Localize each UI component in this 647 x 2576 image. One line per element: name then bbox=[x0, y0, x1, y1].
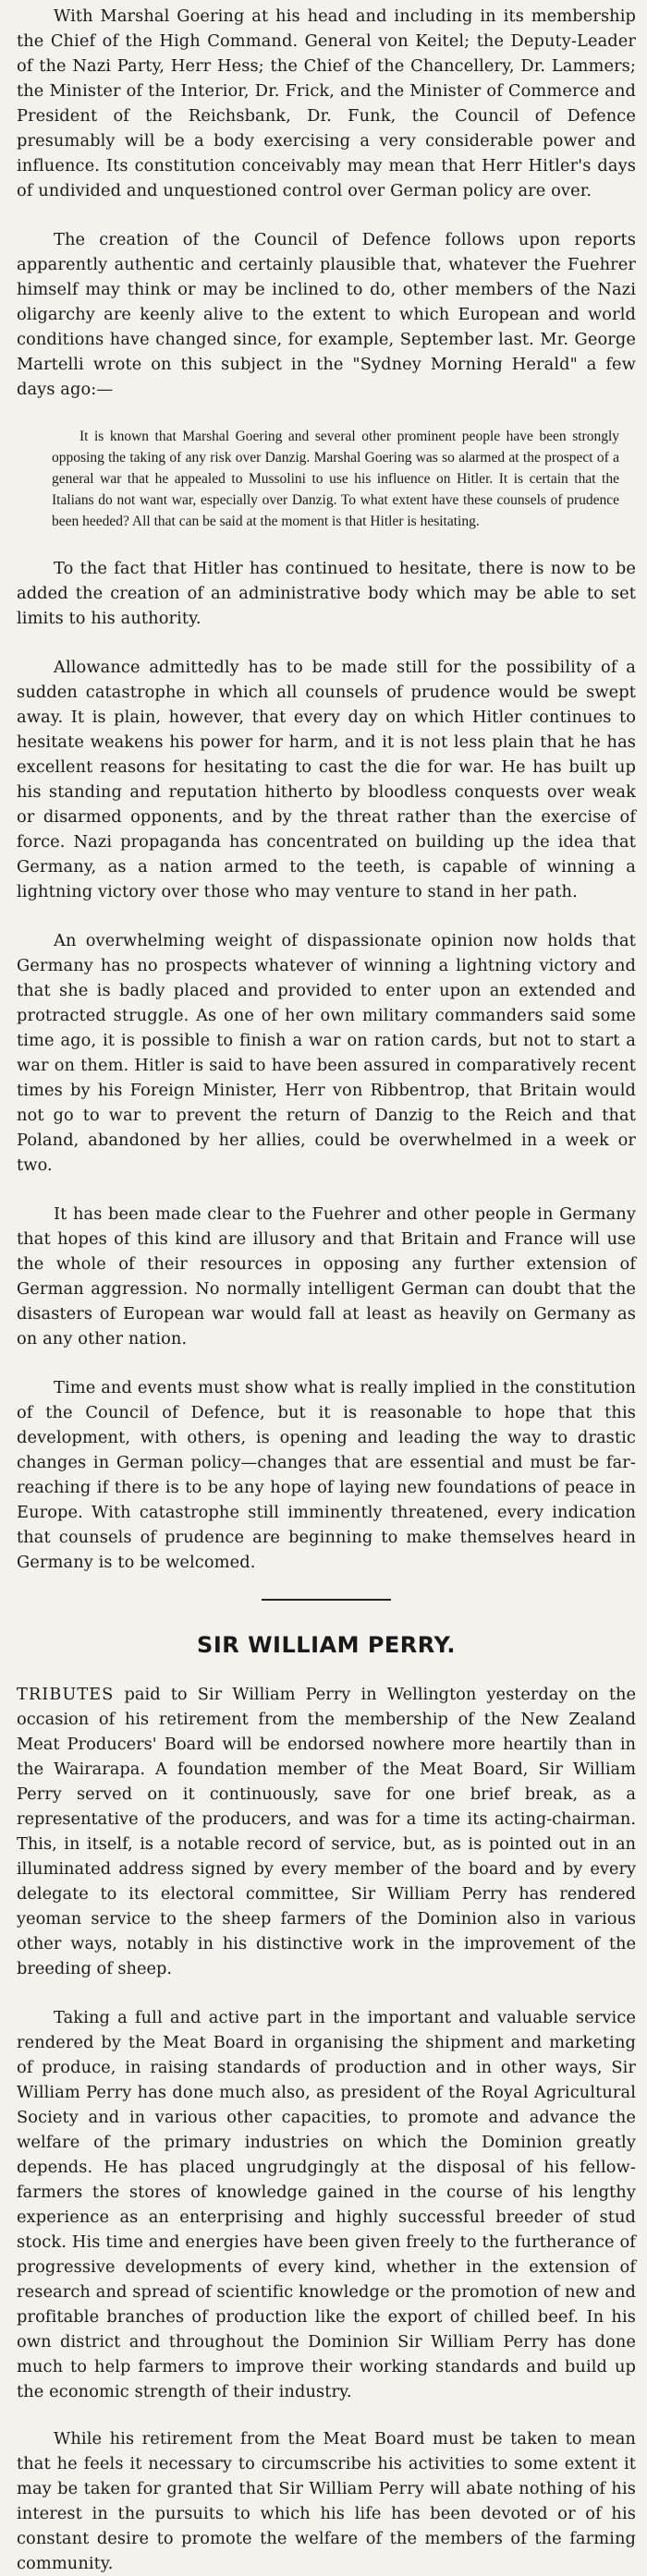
paragraph-2: The creation of the Council of Defence follows upon reports apparently authentic and certainly plausible that, whatever the Fuehrer himself may think or may be inclined to do, other members of the Nazi oligarchy are keenly alive to the extent to which European and world conditions have changed since, for example, September last. Mr. George Martelli wrote on this subject in the "Sydney Morning Herald" a few days ago:— bbox=[17, 230, 636, 399]
lead-text: paid to Sir William Perry in Wellington yesterday on the occasion of his retirement from the membership of the New Zealand Meat Producers' Board will be endorsed nowhere more heartily than in the Wairarapa. A foundation member of the Meat Board, Sir William Perry served on it continuously, save for one brief break, as a representative of the producers, and was for a time its acting-chairman. This, in itself, is a notable record of service, but, as is pointed out in an illuminated address signed by every member of the board and by every delegate to its electoral committee, Sir William Perry has rendered yeoman service to the sheep farmers of the Dominion also in various other ways, notably in his distinctive work in the improvement of the breeding of sheep. bbox=[17, 1685, 636, 1978]
perry-paragraph-3: While his retirement from the Meat Board must be taken to mean that he feels it necessary to circumscribe his activities to some extent it may be taken for granted that Sir William Perry will abate nothing of his interest in the pursuits to which his life has been devoted or of his constant desire to promote the welfare of the members of the farming community. bbox=[17, 2429, 636, 2573]
paragraph-4: Allowance admittedly has to be made still for the possibility of a sudden catastrophe in which all counsels of prudence would be swept away. It is plain, however, that every day on which Hitler continues to hesitate weakens his power for harm, and it is not less plain that he has excellent reasons for hesitating to cast the die for war. He has built up his standing and reputation hitherto by bloodless conquests over weak or disarmed opponents, and by the threat rather than the exercise of force. Nazi propaganda has concentrated on building up the idea that Germany, as a nation armed to the teeth, is capable of winning a lightning victory over those who may venture to stand in her path. bbox=[17, 658, 636, 901]
editorial-council-of-defence bbox=[17, 4, 636, 1575]
perry-paragraph-2: Taking a full and active part in the important and valuable service rendered by the Meat Board in organising the shipment and marketing of produce, in raising standards of production and in other ways, Sir William Perry has done much also, as president of the Royal Agricultural Society and in various other capacities, to promote and advance the welfare of the primary industries on which the Dominion greatly depends. He has placed ungrudgingly at the disposal of his fellow-farmers the stores of knowledge gained in the course of his lengthy experience as an enterprising and highly successful breeder of stud stock. His time and energies have been given freely to the furtherance of progressive developments of every kind, whether in the extension of research and spread of scientific knowledge or the promotion of new and profitable branches of production like the export of chilled beef. In his own district and throughout the Dominion Sir William Perry has done much to help farmers to improve their working standards and build up the economic strength of their industry. bbox=[17, 2008, 636, 2401]
paragraph-3: To the fact that Hitler has continued to hesitate, there is now to be added the creation of an administrative body which may be able to set limits to his authority. bbox=[17, 559, 636, 628]
lead-caps: TRIBUTES bbox=[17, 1685, 115, 1704]
section-heading: SIR WILLIAM PERRY. bbox=[197, 1632, 456, 1658]
lead-paragraph bbox=[17, 1682, 636, 1981]
paragraph-7: Time and events must show what is really implied in the constitution of the Council of Defence, but it is reasonable to hope that this development, with others, is opening and leading the way to drastic changes in German policy—changes that are essential and must be far-reaching if there is to be any hope of laying new foundations of peace in Europe. With catastrophe still imminently threatened, every indication that counsels of prudence are beginning to make themselves heard in Germany is to be welcomed. bbox=[17, 1378, 636, 1572]
paragraph-6: It has been made clear to the Fuehrer and other people in Germany that hopes of this kind are illusory and that Britain and France will use the whole of their resources in opposing any further extension of German aggression. No normally intelligent German can doubt that the disasters of European war would fall at least as heavily on Germany as on any other nation. bbox=[17, 1204, 636, 1348]
block-quote: It is known that Marshal Goering and several other prominent people have been strongly opposing the taking of any risk over Danzig. Marshal Goering was so alarmed at the prospect of a general war that he appealed to Mussolini to use his influence on Hitler. It is certain that the Italians do not want war, especially over Danzig. To what extent have these counsels of prudence been heeded? All that can be said at the moment is that Hitler is hesitating. bbox=[52, 429, 619, 529]
editorial-sir-william-perry bbox=[17, 1632, 636, 2576]
section-divider bbox=[262, 1599, 391, 1601]
paragraph-5: An overwhelming weight of dispassionate opinion now holds that Germany has no prospects whatever of winning a lightning victory and that she is badly placed and provided to enter upon an extended and protracted struggle. As one of her own military commanders said some time ago, it is possible to finish a war on ration cards, but not to start a war on them. Hitler is said to have been assured in comparatively recent times by his Foreign Minister, Herr von Ribbentrop, that Britain would not go to war to prevent the return of Danzig to the Reich and that Poland, abandoned by her allies, could be overwhelmed in a week or two. bbox=[17, 931, 636, 1175]
paragraph-1: With Marshal Goering at his head and including in its membership the Chief of the High Command. General von Keitel; the Deputy-Leader of the Nazi Party, Herr Hess; the Chief of the Chancellery, Dr. Lammers; the Minister of the Interior, Dr. Frick, and the Minister of Commerce and President of the Reichsbank, Dr. Funk, the Council of Defence presumably will be a body exercising a very considerable power and influence. Its constitution conceivably may mean that Herr Hitler's days of undivided and unquestioned control over German policy are over. bbox=[17, 6, 636, 200]
